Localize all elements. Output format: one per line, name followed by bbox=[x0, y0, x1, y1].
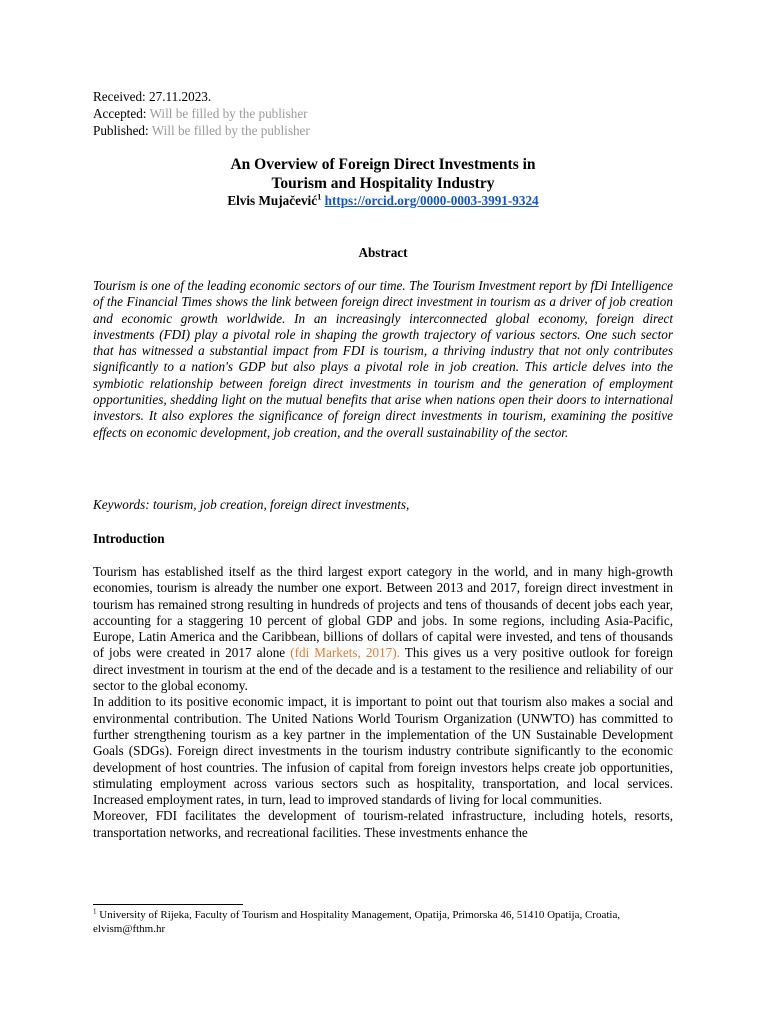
accepted-label: Accepted: bbox=[93, 106, 147, 121]
introduction-heading: Introduction bbox=[93, 531, 165, 546]
abstract-heading: Abstract bbox=[358, 245, 408, 260]
footnote-mark: 1 bbox=[93, 907, 97, 916]
published-line bbox=[93, 122, 673, 139]
received-line bbox=[93, 88, 673, 105]
footnote bbox=[93, 908, 673, 936]
footnote-divider bbox=[93, 904, 243, 905]
keywords: Keywords: tourism, job creation, foreign direct investments, bbox=[93, 497, 410, 512]
received-label: Received: bbox=[93, 89, 146, 104]
introduction-body bbox=[93, 564, 673, 841]
paragraph-1-end: This gives us a very positive outlook for foreign direct investment in tourism at the end of the decade and is a testament to the resilience and reliability of our sector to the global economy. bbox=[93, 645, 673, 694]
author-line bbox=[93, 193, 673, 209]
accepted-date: Will be filled by the publisher bbox=[149, 106, 308, 121]
orcid-link[interactable]: https://orcid.org/0000-0003-3991-9324 bbox=[324, 193, 539, 208]
paragraph-3: Moreover, FDI facilitates the development of tourism-related infrastructure, including hotels, resorts, transportation networks, and recreational facilities. These investments enhance the bbox=[93, 808, 673, 840]
paragraph-1-start: Tourism has established itself as the third largest export category in the world, and in many high-growth economies, tourism is already the number one export. Between 2013 and 2017, foreign direct investment in tourism has remained strong resulting in hundreds of projects and tens of thousands of decent jobs each year, accounting for a staggering 10 percent of global GDP and jobs. In some regions, including Asia-Pacific, Europe, Latin America and the Caribbean, billions of dollars of capital were invested, and tens of thousands of jobs were created in 2017 alone bbox=[93, 564, 673, 661]
accepted-line bbox=[93, 105, 673, 122]
received-date: 27.11.2023. bbox=[149, 89, 212, 104]
submission-dates bbox=[93, 88, 673, 139]
title-line-2: Tourism and Hospitality Industry bbox=[271, 175, 495, 192]
published-date: Will be filled by the publisher bbox=[151, 123, 310, 138]
author-name: Elvis Mujačević bbox=[227, 193, 318, 208]
paragraph-1 bbox=[93, 564, 673, 694]
author-footnote-mark: 1 bbox=[317, 191, 322, 202]
title-line-1: An Overview of Foreign Direct Investments in bbox=[230, 156, 536, 173]
paper-title bbox=[93, 155, 673, 193]
paragraph-2: In addition to its positive economic impact, it is important to point out that tourism also makes a social and environmental contribution. The United Nations World Tourism Organization (UNWTO) has committed to further strengthening tourism as a key partner in the implementation of the UN Sustainable Development Goals (SDGs). Foreign direct investments in the tourism industry contribute significantly to the economic development of host countries. The infusion of capital from foreign investors helps create job opportunities, stimulating employment across various sectors such as hospitality, transportation, and local services. Increased employment rates, in turn, lead to improved standards of living for local communities. bbox=[93, 694, 673, 808]
abstract-text: Tourism is one of the leading economic sectors of our time. The Tourism Investment report by fDi Intelligence of the Financial Times shows the link between foreign direct investment in tourism as a driver of job creation and economic growth worldwide. In an increasingly interconnected global economy, foreign direct investments (FDI) play a pivotal role in shaping the growth trajectory of various sectors. One such sector that has witnessed a substantial impact from FDI is tourism, a thriving industry that not only contributes significantly to a nation's GDP but also plays a pivotal role in job creation. This article delves into the symbiotic relationship between foreign direct investments in tourism and the generation of employment opportunities, shedding light on the mutual benefits that arise when nations open their doors to international investors. It also explores the significance of foreign direct investments in tourism, examining the positive effects on economic development, job creation, and the overall sustainability of the sector. bbox=[93, 278, 673, 440]
footnote-text: University of Rijeka, Faculty of Tourism and Hospitality Management, Opatija, Primorska 46, 51410 Opatija, Croatia, elvism@fthm.hr bbox=[93, 909, 621, 935]
citation-fdi-markets: (fdi Markets, 2017). bbox=[290, 645, 400, 661]
published-label: Published: bbox=[93, 123, 149, 138]
